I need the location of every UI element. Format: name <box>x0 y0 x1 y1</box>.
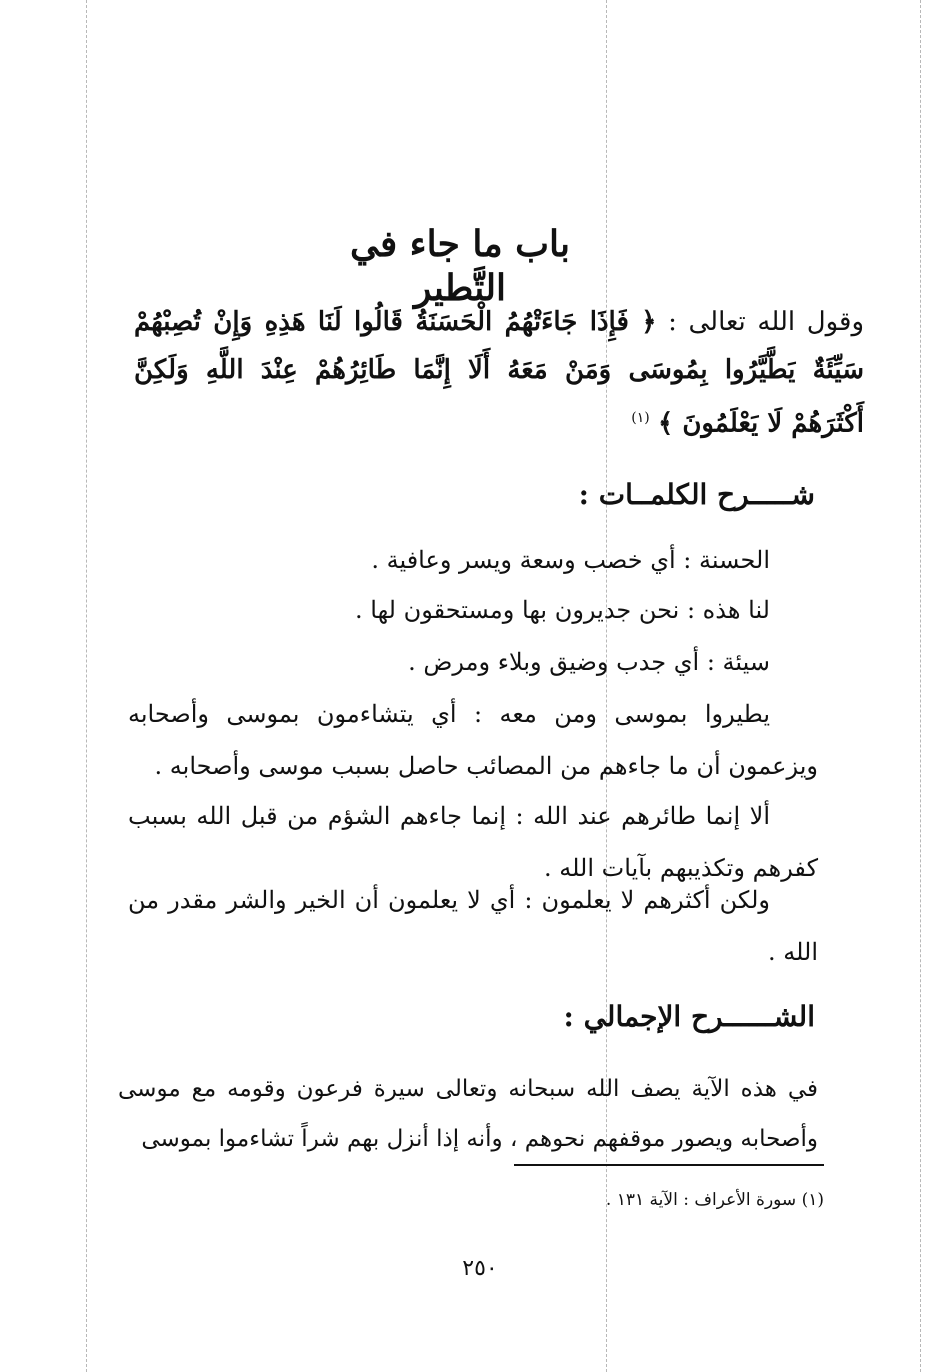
word-entry-3: سيئة : أي جدب وضيق وبلاء ومرض . <box>408 648 770 676</box>
words-heading: شـــــرح الكلمــات : <box>578 478 815 511</box>
footnote: (١) سورة الأعراف : الآية ١٣١ . <box>605 1190 824 1210</box>
verse-lead: وقول الله تعالى : <box>668 307 864 337</box>
general-explanation-text: في هذه الآية يصف الله سبحانه وتعالى سيرة فرعون وقومه مع موسى وأصحابه ويصور موقفهم نحوهم ، وأنه إذا أنزل بهم شراً تشاءموا بموسى <box>118 1076 818 1152</box>
footnote-ref: (١) <box>631 410 650 426</box>
general-explanation-heading: الشــــــرح الإجمالي : <box>563 1000 815 1033</box>
word-entry-1: الحسنة : أي خصب وسعة ويسر وعافية . <box>371 546 770 574</box>
chapter-title: باب ما جاء في التَّطير <box>349 223 571 309</box>
quran-verse-paragraph <box>134 298 864 448</box>
word-entry-4: يطيروا بموسى ومن معه : أي يتشاءمون بموسى وأصحابه ويزعمون أن ما جاءهم من المصائب حاصل بسبب موسى وأصحابه . <box>128 700 818 780</box>
word-entry-5: ألا إنما طائرهم عند الله : إنما جاءهم الشؤم من قبل الله بسبب كفرهم وتكذيبهم بآيات الله . <box>128 802 818 882</box>
page-number: ٢٥٠ <box>462 1256 498 1281</box>
word-entry-6: ولكن أكثرهم لا يعلمون : أي لا يعلمون أن الخير والشر مقدر من الله . <box>128 886 818 966</box>
word-entry-2: لنا هذه : نحن جديرون بها ومستحقون لها . <box>355 596 770 624</box>
quran-verse-text: ﴿ فَإِذَا جَاءَتْهُمُ الْحَسَنَةُ قَالُوا لَنَا هَذِهِ وَإِنْ تُصِبْهُمْ سَيِّئَةٌ يَطَّيَّرُوا بِمُوسَى وَمَنْ مَعَهُ أَلَا إِنَّمَا طَائِرُهُمْ عِنْدَ اللَّهِ وَلَكِنَّ أَكْثَرَهُمْ لَا يَعْلَمُونَ ﴾ <box>134 307 864 439</box>
footnote-divider <box>514 1164 824 1166</box>
